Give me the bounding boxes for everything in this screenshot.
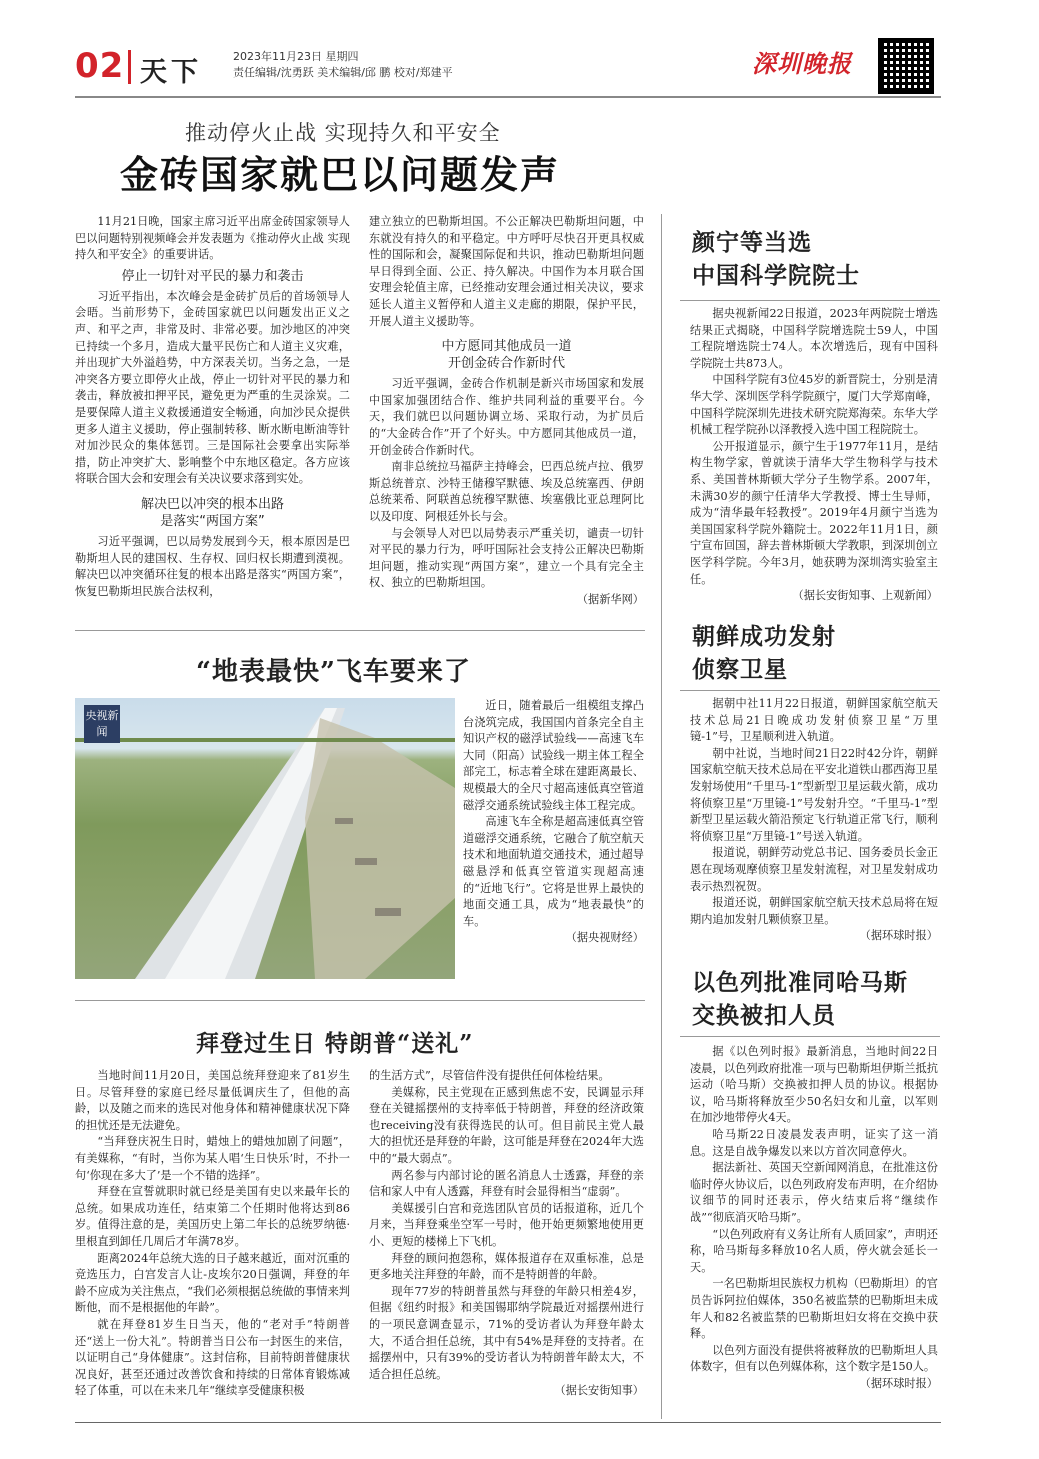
paragraph: 近日，随着最后一组模组支撑凸台浇筑完成，我国国内首条完全自主知识产权的磁浮试验线——高速飞车大同（阳高）试验线一期主体工程全部完工，标志着全球在建距离最长、规模最大的全尺寸超高速低真空管道磁浮交通系统试验线主体工程完成。 xyxy=(463,699,644,812)
source-credit: （据新华网） xyxy=(576,592,644,606)
source-credit: （据央视财经） xyxy=(565,931,644,945)
paragraph: 拜登的顾问抱怨称，媒体报道存在双重标准，总是更多地关注拜登的年龄，而不是特朗普的年龄。 xyxy=(369,1251,644,1282)
headline-rule xyxy=(680,690,940,691)
source-credit: （据长安街知事、上观新闻） xyxy=(792,589,938,603)
paragraph: 据《以色列时报》最新消息，当地时间22日凌晨，以色列政府批准一项与巴勒斯坦伊斯兰抵抗运动（哈马斯）交换被扣押人员的协议。根据协议，哈马斯将释放至少50名妇女和儿童，以军则在加沙地带停火4天。 xyxy=(690,1045,938,1125)
paragraph: “当拜登庆祝生日时，蜡烛上的蜡烛加剧了问题”，有美媒称，“有时，当你为某人唱‘生日快乐’时，不扑一句‘你现在多大了’是一个不错的选择”。 xyxy=(75,1135,350,1182)
date-line: 2023年11月23日 星期四 xyxy=(233,50,359,63)
subhead: 停止一切针对平民的暴力和袭击 xyxy=(121,268,304,284)
photo-tag: 央视新闻 xyxy=(84,705,120,743)
paragraph: “以色列政府有义务让所有人质回家”，声明还称，哈马斯每多释放10名人质，停火就会延长一天。 xyxy=(690,1227,938,1274)
subhead-line: 中方愿同其他成员一道 xyxy=(441,339,572,355)
paragraph: 当地时间11月20日，美国总统拜登迎来了81岁生日。尽管拜登的家庭已经尽量低调庆生了，但他的高龄，以及随之而来的选民对他身体和精神健康状况下降的担忧还是无法避免。 xyxy=(75,1069,350,1132)
paragraph: 习近平强调，金砖合作机制是新兴市场国家和发展中国家加强团结合作、维护共同利益的重要平台。今天，我们就巴以问题协调立场、采取行动，为扩员后的“大金砖合作”开了个好头。中方愿同其他成员一道，开创金砖合作新时代。 xyxy=(369,377,644,457)
paragraph: 距离2024年总统大选的日子越来越近，面对沉重的竞选压力，白宫发言人让-皮埃尔20日强调，拜登的年龄不应成为关注焦点，“我们必须根据总统做的事情来判断他，而不是根据他的年龄”。 xyxy=(75,1251,350,1315)
header-meta xyxy=(233,49,453,81)
academician-text xyxy=(690,306,938,605)
paragraph: 哈马斯22日凌晨发表声明，证实了这一消息。这是自战争爆发以来以方首次同意停火。 xyxy=(690,1127,938,1158)
source-credit: （据长安街知事） xyxy=(554,1384,644,1398)
paragraph: 现年77岁的特朗普虽然与拜登的年龄只相差4岁，但据《纽约时报》和美国锡耶纳学院最近对摇摆州进行的一项民意调查显示，71%的受访者认为拜登年龄太大，不适合担任总统，其中有54%是拜登的支持者。在摇摆州中，只有39%的受访者认为特朗普年龄太大，不适合担任总统。 xyxy=(369,1284,644,1381)
paragraph: 据央视新闻22日报道，2023年两院院士增选结果正式揭晓，中国科学院增选院士59人，中国工程院增选院士74人。本次增选后，现有中国科学院院士共873人。 xyxy=(690,307,938,370)
paragraph: 报道说，朝鲜劳动党总书记、国务委员长金正恩在现场观摩侦察卫星发射流程，对卫星发射成功表示热烈祝贺。 xyxy=(690,846,938,893)
maglev-headline: “地表最快”飞车要来了 xyxy=(196,657,471,687)
subhead-line: 是落实“两国方案” xyxy=(160,513,265,529)
paragraph: 习近平强调，巴以局势发展到今天，根本原因是巴勒斯坦人民的建国权、生存权、回归权长期遭到漠视。解决巴以冲突循环往复的根本出路是落实“两国方案”，恢复巴勒斯坦民族合法权利， xyxy=(75,534,350,598)
lead-column-2 xyxy=(369,214,644,608)
footer-rule xyxy=(75,1422,941,1423)
hostage-headline xyxy=(692,966,908,1032)
subhead-line: 解决巴以冲突的根本出路 xyxy=(140,496,284,512)
satellite-headline xyxy=(692,620,836,686)
paragraph: 高速飞车全称是超高速低真空管道磁浮交通系统，它融合了航空航天技术和地面轨道交通技术，通过超导磁悬浮和低真空管道实现超高速的“近地飞行”。它将是世界上最快的地面交通工具，成为“地表最快”的车。 xyxy=(463,815,644,928)
page-number: 02 xyxy=(75,46,125,86)
column-divider xyxy=(661,214,662,1419)
paragraph: 据朝中社11月22日报道，朝鲜国家航空航天技术总局21日晚成功发射侦察卫星“万里镜-1”号，卫星顺利进入轨道。 xyxy=(690,697,938,744)
paragraph: 报道还说，朝鲜国家航空航天技术总局将在短期内追加发射几颗侦察卫星。 xyxy=(690,896,938,926)
paragraph: 朝中社说，当地时间21日22时42分许，朝鲜国家航空航天技术总局在平安北道铁山郡西海卫星发射场使用“千里马-1”型新型卫星运载火箭，成功将侦察卫星“万里镜-1”号发射升空。“千里马-1”型新型卫星运载火箭沿预定飞行轨道正常飞行，顺利将侦察卫星“万里镜-1”号送入轨道。 xyxy=(690,746,938,843)
subhead xyxy=(75,496,350,530)
paragraph: 一名巴勒斯坦民族权力机构（巴勒斯坦）的官员告诉阿拉伯媒体，350名被监禁的巴勒斯坦未成年人和82名被监禁的巴勒斯坦妇女将在交换中获释。 xyxy=(690,1277,938,1341)
academician-headline xyxy=(692,226,860,292)
paragraph: 拜登在宣誓就职时就已经是美国有史以来最年长的总统。如果成功连任，结束第二个任期时他将达到86岁。值得注意的是，美国历史上第二年长的总统罗纳德·里根直到卸任几周后才年满78岁。 xyxy=(75,1185,350,1248)
paragraph: 与会领导人对巴以局势表示严重关切，谴责一切针对平民的暴力行为，呼吁国际社会支持公正解决巴勒斯坦问题，推动实现“两国方案”，建立一个具有完全主权、独立的巴勒斯坦国。 xyxy=(369,526,644,590)
header-rule xyxy=(75,96,941,98)
lead-kicker: 推动停火止战 实现持久和平安全 xyxy=(185,121,501,145)
paragraph: 就在拜登81岁生日当天，他的“老对手”特朗普还“送上一份大礼”。特朗普当日公布一封医生的来信，以证明自己“身体健康”。这封信称，目前特朗普健康状况良好，甚至还通过改善饮食和持续的日常体育锻炼减轻了体重，可以在未来几年“继续享受健康积极 xyxy=(75,1317,350,1398)
paragraph: 建立独立的巴勒斯坦国。不公正解决巴勒斯坦问题，中东就没有持久的和平稳定。中方呼吁尽快召开更具权威性的国际和会，凝聚国际促和共识，推动巴勒斯坦问题早日得到全面、公正、持久解决。中国作为本月联合国安理会轮值主席，已经推动安理会通过相关决议，要求延长人道主义暂停和人道主义走廊的期限，保护平民，开展人道主义援助等。 xyxy=(369,215,644,328)
biden-column-1 xyxy=(75,1068,350,1400)
paragraph: 美媒称，民主党现在正感到焦虑不安，民调显示拜登在关键摇摆州的支持率低于特朗普，拜登的经济政策也receiving没有获得选民的认可。但目前民主党人最大的担忧还是拜登的年龄，这可能是拜登在2024年大选中的“最大弱点”。 xyxy=(369,1085,644,1165)
subhead xyxy=(369,338,644,372)
section-divider xyxy=(75,1000,645,1001)
biden-headline: 拜登过生日 特朗普“送礼” xyxy=(196,1030,474,1057)
section-divider xyxy=(75,630,645,631)
satellite-text xyxy=(690,696,938,945)
paragraph: 以色列方面没有提供将被释放的巴勒斯坦人具体数字，但有以色列媒体称，这个数字是150人。 xyxy=(690,1343,938,1374)
newspaper-logo: 深圳晚报 xyxy=(752,49,852,78)
header-divider xyxy=(128,50,131,84)
maglev-photo xyxy=(75,698,455,979)
hostage-text xyxy=(690,1044,938,1392)
headline-line: 侦察卫星 xyxy=(692,656,788,683)
paragraph: 11月21日晚，国家主席习近平出席金砖国家领导人巴以问题特别视频峰会并发表题为《推动停火止战 实现持久和平安全》的重要讲话。 xyxy=(75,215,350,262)
headline-line: 交换被扣人员 xyxy=(692,1002,836,1029)
headline-rule xyxy=(680,300,940,301)
headline-rule xyxy=(680,1036,940,1037)
qr-code-icon[interactable] xyxy=(878,38,934,94)
section-title: 天下 xyxy=(140,57,202,88)
paragraph: 两名参与内部讨论的匿名消息人士透露，拜登的亲信和家人中有人透露，拜登有时会显得相当“虚弱”。 xyxy=(369,1168,644,1199)
headline-line: 以色列批准同哈马斯 xyxy=(692,969,908,996)
lead-headline: 金砖国家就巴以问题发声 xyxy=(120,153,561,197)
headline-line: 中国科学院院士 xyxy=(692,262,860,289)
biden-column-2 xyxy=(369,1068,644,1400)
maglev-text xyxy=(463,698,644,947)
paragraph: 的生活方式”，尽管信件没有提供任何体检结果。 xyxy=(369,1069,610,1082)
source-credit: （据环球时报） xyxy=(859,929,938,943)
subhead-line: 开创金砖合作新时代 xyxy=(447,356,565,372)
paragraph: 南非总统拉马福萨主持峰会，巴西总统卢拉、俄罗斯总统普京、沙特王储穆罕默德、埃及总统塞西、伊朗总统莱希、阿联酋总统穆罕默德、埃塞俄比亚总理阿比以及印度、阿根廷外长与会。 xyxy=(369,460,644,523)
lead-column-1 xyxy=(75,214,350,600)
headline-line: 颜宁等当选 xyxy=(692,229,812,256)
headline-line: 朝鲜成功发射 xyxy=(692,623,836,650)
paragraph: 习近平指出，本次峰会是金砖扩员后的首场领导人会晤。当前形势下，金砖国家就巴以问题发出正义之声、和平之声，非常及时、非常必要。加沙地区的冲突已持续一个多月，造成大量平民伤亡和人道主义灾难，并出现扩大外溢趋势，中方深表关切。当务之急，一是冲突各方要立即停火止战，停止一切针对平民的暴力和袭击，释放被扣押平民，避免更为严重的生灵涂炭。二是要保障人道主义救援通道安全畅通，向加沙民众提供更多人道主义援助，停止强制转移、断水断电断油等针对加沙民众的集体惩罚。三是国际社会要拿出实际举措，防止冲突扩大、影响整个中东地区稳定。各方应该将联合国大会和安理会有关决议要求落到实处。 xyxy=(75,289,350,486)
paragraph: 据法新社、英国天空新闻网消息，在批准这份临时停火协议后，以色列政府发布声明，在介绍协议细节的同时还表示，停火结束后将“继续作战”“彻底消灭哈马斯”。 xyxy=(690,1161,938,1224)
paragraph: 公开报道显示，颜宁生于1977年11月，是结构生物学家，曾就读于清华大学生物科学与技术系、美国普林斯顿大学分子生物学系。2007年，未满30岁的颜宁任清华大学教授、博士生导师，成为“清华最年轻教授”。2019年4月颜宁当选为美国国家科学院外籍院士。2022年11月1日，颜宁宣布回国，辞去普林斯顿大学教职，到深圳创立医学科学院。今年3月，她获聘为深圳湾实验室主任。 xyxy=(690,439,938,586)
paragraph: 美媒援引白宫和竞选团队官员的话报道称，近几个月来，当拜登乘坐空军一号时，他开始更频繁地使用更小、更短的楼梯上下飞机。 xyxy=(369,1201,644,1248)
source-credit: （据环球时报） xyxy=(859,1376,938,1390)
paragraph: 中国科学院有3位45岁的新晋院士，分别是清华大学、深圳医学科学院颜宁，厦门大学郑南峰，中国科学院深圳先进技术研究院郑海荣。东华大学机械工程学院孙以泽教授入选中国工程院院士。 xyxy=(690,373,938,437)
maglev-tube-image xyxy=(75,698,455,979)
editors-line: 责任编辑/沈勇跃 美术编辑/邱 鹏 校对/郑建平 xyxy=(233,66,453,79)
